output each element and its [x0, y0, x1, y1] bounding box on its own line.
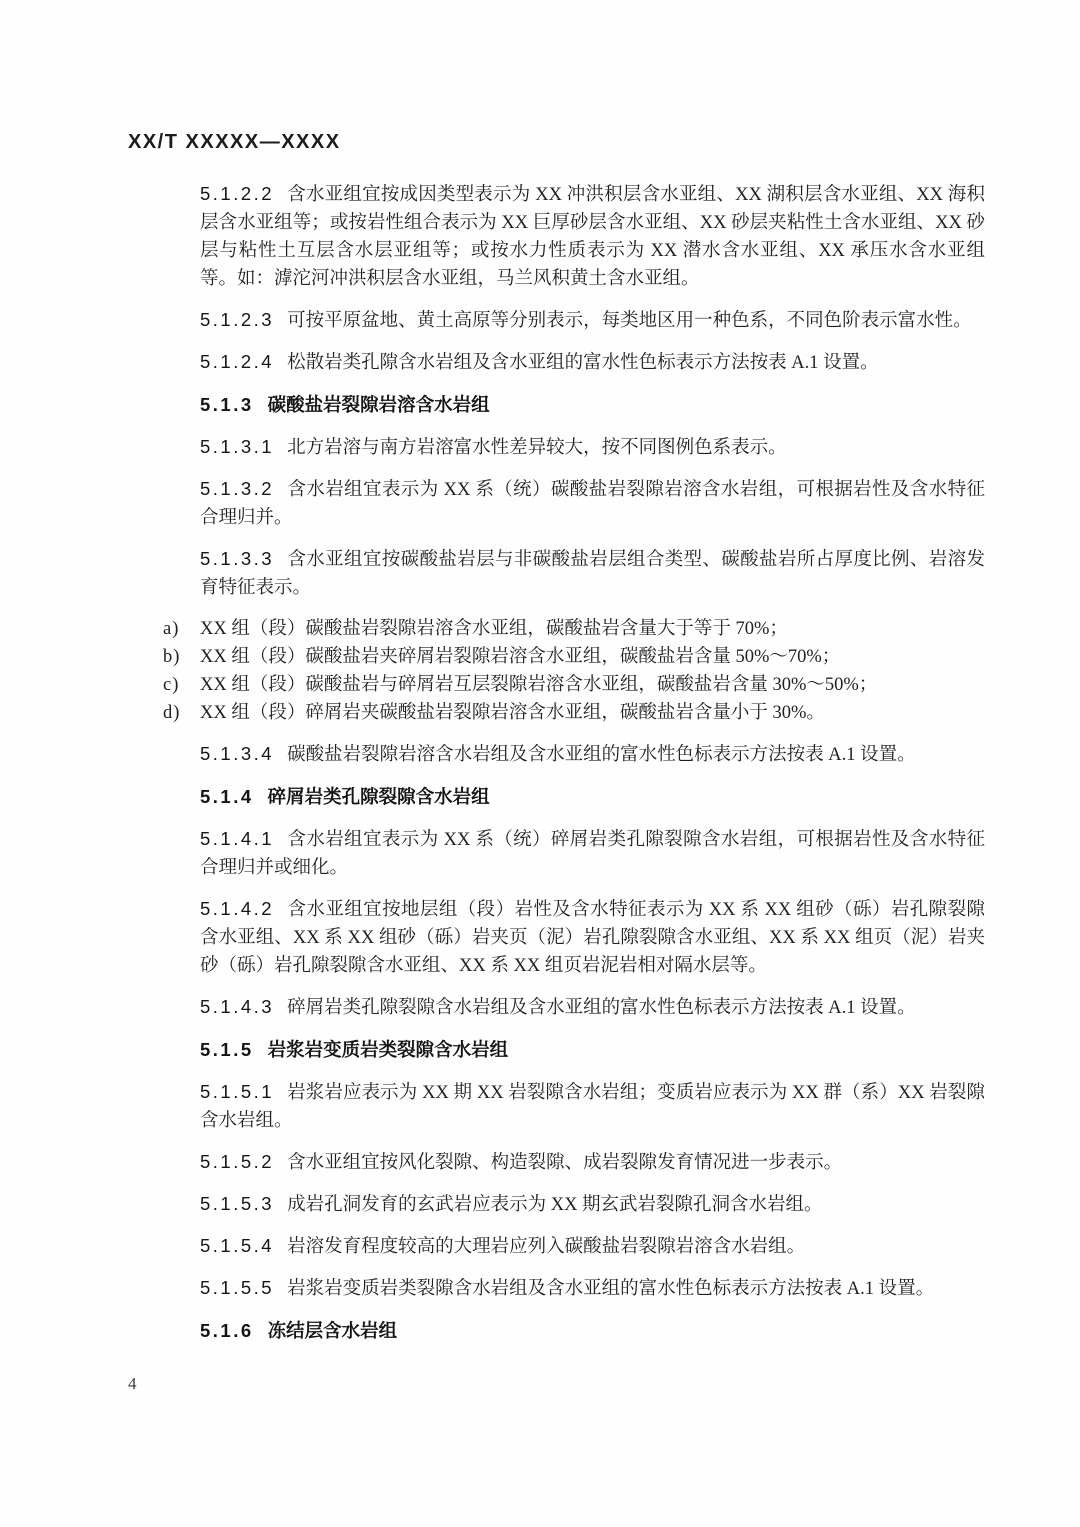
heading-5-1-4: [200, 783, 985, 811]
clause-text: 含水岩组宜表示为 XX 系（统）碳酸盐岩裂隙岩溶含水岩组，可根据岩性及含水特征合理归并。: [200, 480, 985, 528]
heading-number: 5.1.6: [200, 1320, 254, 1341]
clause-text: 岩浆岩变质岩类裂隙含水岩组及含水亚组的富水性色标表示方法按表 A.1 设置。: [287, 1279, 935, 1299]
clause-text: 含水岩组宜表示为 XX 系（统）碎屑岩类孔隙裂隙含水岩组，可根据岩性及含水特征合理归并或细化。: [200, 830, 985, 878]
list-item-text: XX 组（段）碎屑岩夹碳酸盐岩裂隙岩溶含水亚组，碳酸盐岩含量小于 30%。: [200, 703, 825, 723]
clause-number: 5.1.2.4: [200, 351, 275, 372]
clause-text: 岩溶发育程度较高的大理岩应列入碳酸盐岩裂隙岩溶含水岩组。: [287, 1237, 806, 1257]
clause-text: 北方岩溶与南方岩溶富水性差异较大，按不同图例色系表示。: [287, 438, 787, 458]
list-item-d: [163, 699, 985, 727]
list-item-b: [163, 643, 985, 671]
clause-text: 含水亚组宜按成因类型表示为 XX 冲洪积层含水亚组、XX 湖积层含水亚组、XX 海积层含水亚组等；或按岩性组合表示为 XX 巨厚砂层含水亚组、XX 砂层夹粘性土含水亚组、XX 砂层与粘性土互层含水层亚组等；或按水力性质表示为 XX 潜水含水亚组、XX 承压水含水亚组等。如：滹沱河冲洪积层含水亚组，马兰风积黄土含水亚组。: [200, 185, 985, 289]
page-number: 4: [128, 1374, 137, 1393]
heading-5-1-6: [200, 1317, 985, 1345]
clause-number: 5.1.4.2: [200, 898, 275, 919]
clause-text: 碳酸盐岩裂隙岩溶含水岩组及含水亚组的富水性色标表示方法按表 A.1 设置。: [287, 745, 916, 765]
clause-5-1-5-3: [200, 1190, 985, 1219]
list-item-text: XX 组（段）碳酸盐岩夹碎屑岩裂隙岩溶含水亚组，碳酸盐岩含量 50%～70%；: [200, 647, 841, 667]
heading-text: 岩浆岩变质岩类裂隙含水岩组: [267, 1039, 509, 1060]
clause-number: 5.1.4.1: [200, 828, 275, 849]
alpha-list: [163, 615, 985, 727]
clause-number: 5.1.4.3: [200, 996, 275, 1017]
clause-number: 5.1.5.2: [200, 1151, 275, 1172]
clause-5-1-5-2: [200, 1148, 985, 1177]
clause-5-1-3-4: [200, 740, 985, 769]
clause-number: 5.1.3.3: [200, 548, 275, 569]
list-item-text: XX 组（段）碳酸盐岩与碎屑岩互层裂隙岩溶含水亚组，碳酸盐岩含量 30%～50%；: [200, 675, 878, 695]
clause-5-1-3-2: [200, 475, 985, 532]
clause-5-1-5-5: [200, 1274, 985, 1303]
clause-number: 5.1.3.1: [200, 436, 275, 457]
clause-number: 5.1.5.3: [200, 1193, 275, 1214]
list-item-label: c): [163, 675, 180, 695]
clause-5-1-3-1: [200, 433, 985, 462]
clause-number: 5.1.2.3: [200, 309, 275, 330]
list-item-a: [163, 615, 985, 643]
heading-5-1-5: [200, 1036, 985, 1064]
list-item-c: [163, 671, 985, 699]
doc-standard-number: XX/T XXXXX—XXXX: [128, 131, 341, 153]
clause-5-1-4-1: [200, 825, 985, 882]
clause-5-1-3-3: [200, 545, 985, 602]
heading-number: 5.1.5: [200, 1039, 254, 1060]
clause-text: 含水亚组宜按地层组（段）岩性及含水特征表示为 XX 系 XX 组砂（砾）岩孔隙裂隙含水亚组、XX 系 XX 组砂（砾）岩夹页（泥）岩孔隙裂隙含水亚组、XX 系 XX 组页（泥）岩夹砂（砾）岩孔隙裂隙含水亚组、XX 系 XX 组页岩泥岩相对隔水层等。: [200, 900, 985, 976]
heading-text: 碎屑岩类孔隙裂隙含水岩组: [267, 786, 490, 807]
doc-content: [163, 180, 985, 1345]
heading-number: 5.1.4: [200, 786, 254, 807]
clause-text: 成岩孔洞发育的玄武岩应表示为 XX 期玄武岩裂隙孔洞含水岩组。: [287, 1195, 823, 1215]
clause-5-1-5-1: [200, 1078, 985, 1135]
heading-number: 5.1.3: [200, 394, 254, 415]
clause-number: 5.1.3.4: [200, 743, 275, 764]
clause-number: 5.1.2.2: [200, 183, 275, 204]
list-item-label: d): [163, 703, 181, 723]
clause-number: 5.1.5.4: [200, 1235, 275, 1256]
clause-5-1-2-3: [200, 306, 985, 335]
clause-text: 含水亚组宜按碳酸盐岩层与非碳酸盐岩层组合类型、碳酸盐岩所占厚度比例、岩溶发育特征表示。: [200, 550, 985, 598]
heading-5-1-3: [200, 391, 985, 419]
doc-header: [128, 130, 985, 154]
clause-number: 5.1.3.2: [200, 478, 275, 499]
list-item-label: b): [163, 647, 181, 667]
clause-text: 松散岩类孔隙含水岩组及含水亚组的富水性色标表示方法按表 A.1 设置。: [287, 353, 879, 373]
clause-5-1-5-4: [200, 1232, 985, 1261]
list-item-label: a): [163, 619, 180, 639]
clause-5-1-4-3: [200, 993, 985, 1022]
clause-text: 碎屑岩类孔隙裂隙含水岩组及含水亚组的富水性色标表示方法按表 A.1 设置。: [287, 998, 916, 1018]
heading-text: 冻结层含水岩组: [267, 1320, 398, 1341]
heading-text: 碳酸盐岩裂隙岩溶含水岩组: [267, 394, 490, 415]
clause-text: 可按平原盆地、黄土高原等分别表示，每类地区用一种色系，不同色阶表示富水性。: [287, 311, 972, 331]
clause-number: 5.1.5.5: [200, 1277, 275, 1298]
clause-5-1-2-2: [200, 180, 985, 293]
list-item-text: XX 组（段）碳酸盐岩裂隙岩溶含水亚组，碳酸盐岩含量大于等于 70%；: [200, 619, 788, 639]
clause-5-1-4-2: [200, 895, 985, 980]
clause-5-1-2-4: [200, 348, 985, 377]
clause-text: 含水亚组宜按风化裂隙、构造裂隙、成岩裂隙发育情况进一步表示。: [287, 1153, 843, 1173]
clause-text: 岩浆岩应表示为 XX 期 XX 岩裂隙含水岩组；变质岩应表示为 XX 群（系）XX 岩裂隙含水岩组。: [200, 1083, 985, 1131]
clause-number: 5.1.5.1: [200, 1081, 275, 1102]
